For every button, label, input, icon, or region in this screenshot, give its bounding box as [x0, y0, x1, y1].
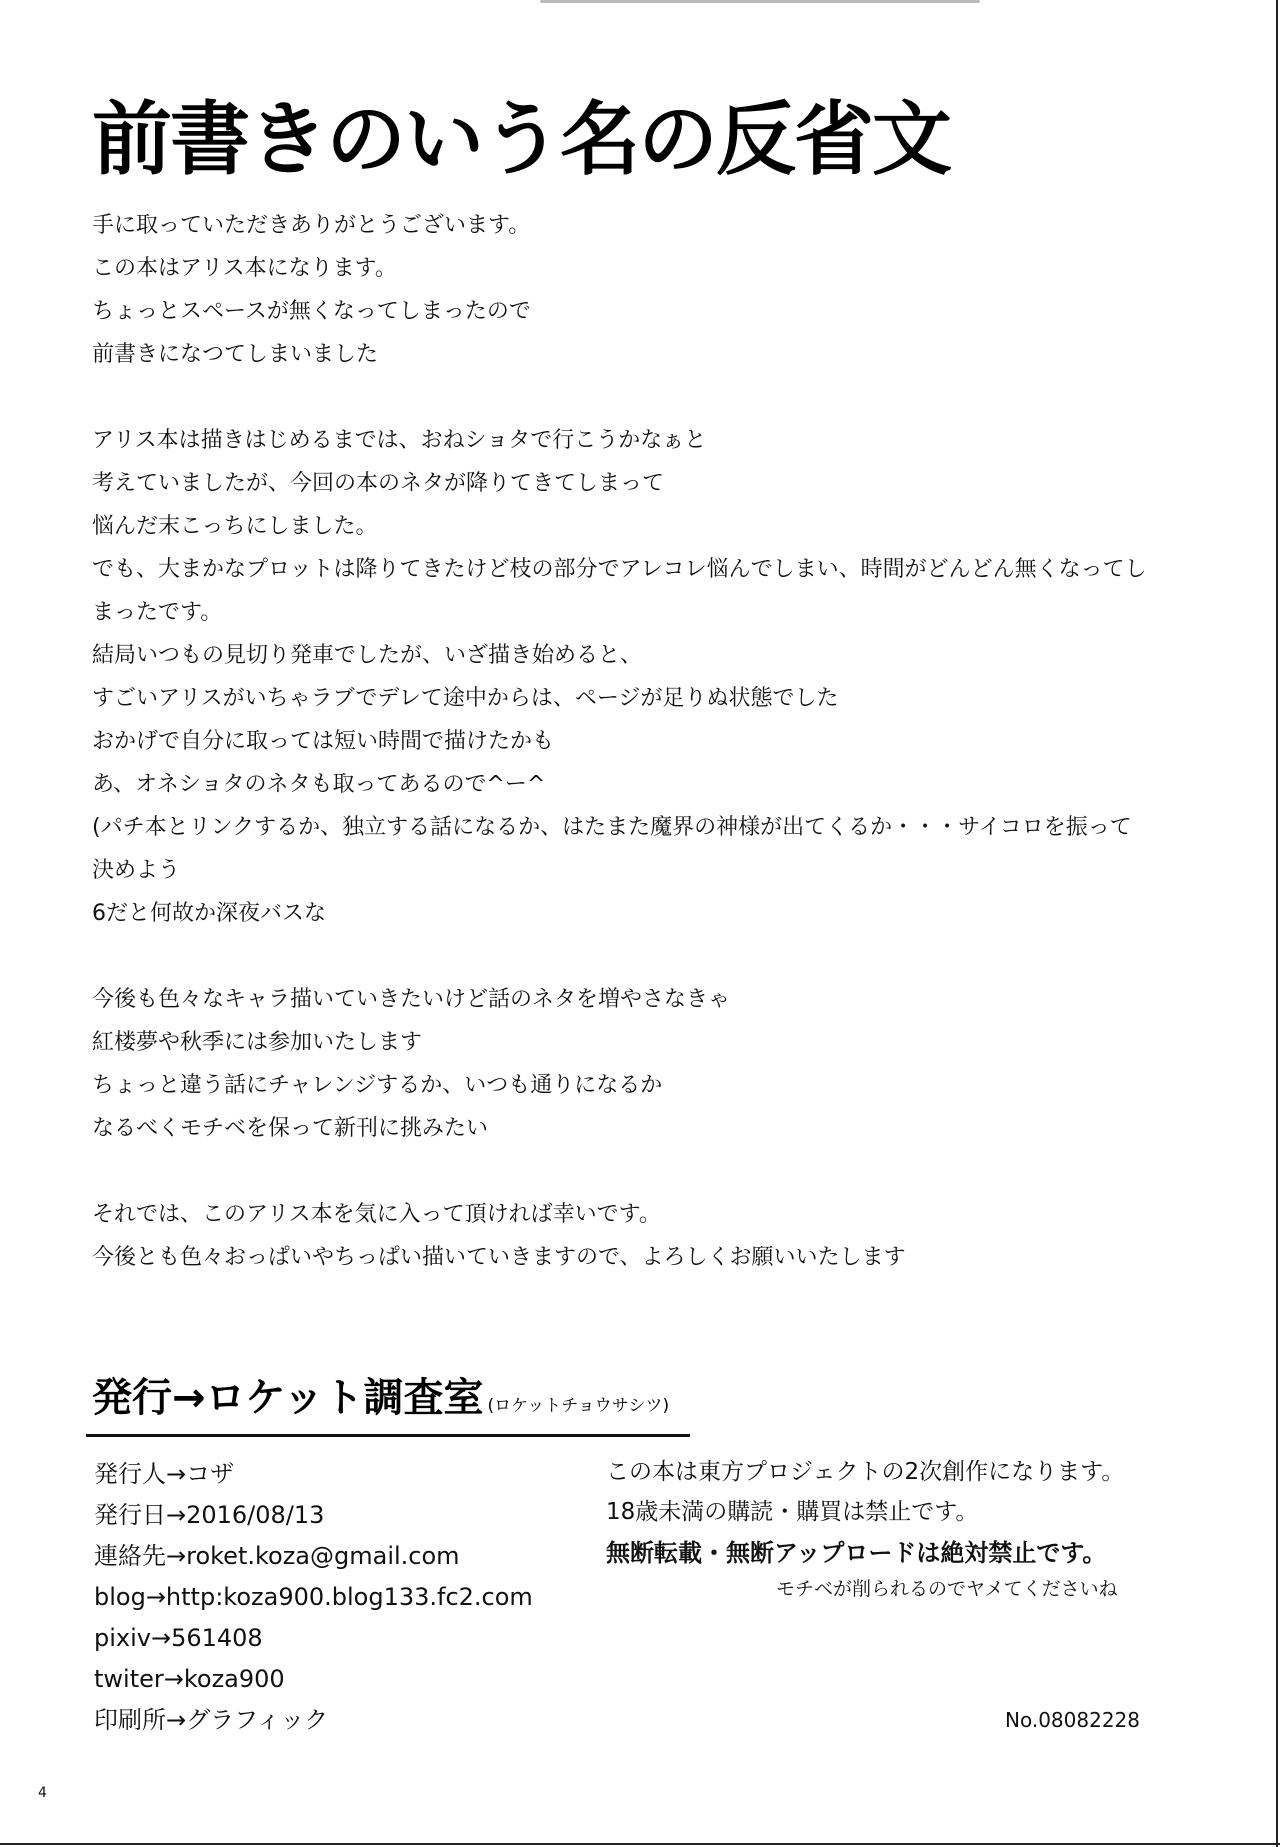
page-number: 4	[38, 1785, 47, 1801]
body-line: この本はアリス本になります。	[92, 256, 397, 281]
body-line: ちょっと違う話にチャレンジするか、いつも通りになるか	[92, 1073, 663, 1098]
publication-info	[94, 1454, 533, 1741]
colophon-heading-text: 発行→ロケット調査室	[92, 1375, 484, 1421]
contact-line: 連絡先→roket.koza@gmail.com	[94, 1542, 460, 1570]
scan-smudge	[540, 0, 980, 3]
body-line: すごいアリスがいちゃラブでデレて途中からは、ページが足りぬ状態でした	[92, 686, 839, 711]
colophon-heading-reading: (ロケットチョウサシツ)	[487, 1396, 670, 1416]
body-line: 悩んだ末こっちにしました。	[92, 514, 378, 539]
paragraph-gap	[92, 935, 1212, 978]
page-title: 前書きのいう名の反省文	[92, 93, 950, 186]
paragraph-gap	[92, 1150, 1212, 1193]
body-line: 手に取っていただきありがとうございます。	[92, 213, 531, 238]
page-border-bottom	[0, 1843, 1280, 1845]
body-line: おかげで自分に取っては短い時間で描けたかも	[92, 729, 555, 754]
body-line: 決めよう	[92, 858, 181, 883]
body-line: でも、大まかなプロットは降りてきたけど枝の部分でアレコレ悩んでしまい、時間がどんどん無くなってし	[92, 557, 1147, 582]
body-line: 今後も色々なキャラ描いていきたいけど話のネタを増やさなきゃ	[92, 987, 731, 1012]
serial-number: No.08082228	[1005, 1708, 1140, 1732]
body-line: 前書きになつてしまいました	[92, 342, 379, 367]
body-line: あ、オネショタのネタも取ってあるので^ー^	[92, 772, 546, 797]
notice-age-restriction: 18歳未満の購読・購買は禁止です。	[606, 1499, 979, 1525]
notice-no-reupload: 無断転載・無断アップロードは絶対禁止です。	[606, 1539, 1107, 1567]
body-line: 紅楼夢や秋季には参加いたします	[92, 1030, 423, 1055]
body-line: 考えていましたが、今回の本のネタが降りてきてしまって	[92, 471, 665, 496]
page-border-right	[1276, 0, 1278, 1847]
notice-fan-work: この本は東方プロジェクトの2次創作になります。	[606, 1459, 1125, 1485]
printer-line: 印刷所→グラフィック	[94, 1706, 329, 1734]
preface-body	[92, 204, 1212, 1279]
body-line: まったです。	[92, 600, 223, 625]
body-line: 今後とも色々おっぱいやちっぱい描いていきますので、よろしくお願いいたします	[92, 1245, 906, 1270]
body-line: アリス本は描きはじめるまでは、おねショタで行こうかなぁと	[92, 428, 707, 453]
body-line: 結局いつもの見切り発車でしたが、いざ描き始めると、	[92, 643, 643, 668]
publish-date-line: 発行日→2016/08/13	[94, 1501, 325, 1529]
body-line: なるべくモチベを保って新刊に挑みたい	[92, 1116, 489, 1141]
body-line: それでは、このアリス本を気に入って頂ければ幸いです。	[92, 1202, 661, 1227]
body-line: ちょっとスペースが無くなってしまったので	[92, 299, 531, 324]
colophon-rule	[86, 1434, 690, 1437]
body-line: (パチ本とリンクするか、独立する話になるか、はたまた魔界の神様が出てくるか・・・サイコロを振って	[92, 815, 1132, 840]
copyright-notice	[606, 1452, 1166, 1604]
colophon-heading	[92, 1372, 669, 1432]
pixiv-line: pixiv→561408	[94, 1624, 263, 1652]
notice-comment: モチベが削られるのでヤメてくださいね	[776, 1578, 1118, 1600]
body-line: 6だと何故か深夜バスな	[92, 901, 326, 926]
blog-line: blog→http:koza900.blog133.fc2.com	[94, 1583, 533, 1611]
publisher-line: 発行人→コザ	[94, 1460, 235, 1488]
twitter-line: twiter→koza900	[94, 1665, 285, 1693]
paragraph-gap	[92, 376, 1212, 419]
